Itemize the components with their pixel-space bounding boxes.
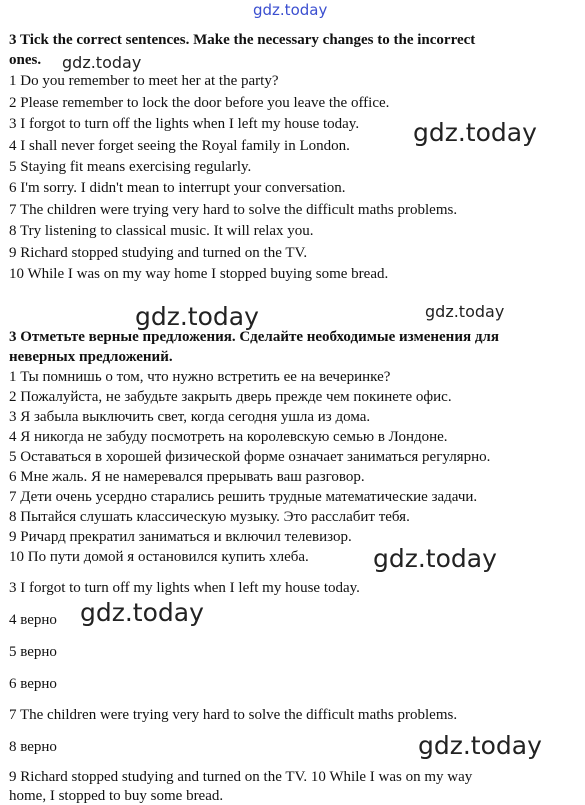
russian-item: 7 Дети очень усердно старались решить трудные математические задачи. xyxy=(9,489,478,505)
russian-item: 5 Оставаться в хорошей физической форме означает заниматься регулярно. xyxy=(9,449,491,465)
watermark: gdz.today xyxy=(135,302,259,331)
answer-9-10-cont: home, I stopped to buy some bread. xyxy=(9,788,224,804)
english-item: 3 I forgot to turn off the lights when I left my house today. xyxy=(9,116,360,132)
russian-item: 8 Пытайся слушать классическую музыку. Это расслабит тебя. xyxy=(9,509,410,525)
watermark: gdz.today xyxy=(413,118,537,147)
english-item: 9 Richard stopped studying and turned on the TV. xyxy=(9,245,308,261)
answer-6: 6 верно xyxy=(9,676,57,692)
russian-item: 1 Ты помнишь о том, что нужно встретить ее на вечеринке? xyxy=(9,369,391,385)
watermark-top: gdz.today xyxy=(253,1,328,19)
russian-item: 10 По пути домой я остановился купить хлеба. xyxy=(9,549,309,565)
watermark: gdz.today xyxy=(425,302,505,321)
english-item: 6 I'm sorry. I didn't mean to interrupt your conversation. xyxy=(9,180,346,196)
english-item: 8 Try listening to classical music. It will relax you. xyxy=(9,223,314,239)
watermark: gdz.today xyxy=(418,731,542,760)
english-item: 4 I shall never forget seeing the Royal family in London. xyxy=(9,138,350,154)
watermark: gdz.today xyxy=(80,598,204,627)
answer-3: 3 I forgot to turn off my lights when I left my house today. xyxy=(9,580,360,596)
russian-item: 2 Пожалуйста, не забудьте закрыть дверь прежде чем покинете офис. xyxy=(9,389,452,405)
watermark: gdz.today xyxy=(373,544,497,573)
answer-9-10: 9 Richard stopped studying and turned on the TV. 10 While I was on my way xyxy=(9,769,473,785)
answer-4: 4 верно xyxy=(9,612,57,628)
english-item: 1 Do you remember to meet her at the party? xyxy=(9,73,279,89)
russian-item: 9 Ричард прекратил заниматься и включил телевизор. xyxy=(9,529,352,545)
russian-item: 6 Мне жаль. Я не намеревался прерывать ваш разговор. xyxy=(9,469,365,485)
english-item: 2 Please remember to lock the door before you leave the office. xyxy=(9,95,390,111)
english-heading-cont: ones. xyxy=(9,52,42,68)
answer-8: 8 верно xyxy=(9,739,57,755)
watermark: gdz.today xyxy=(62,53,142,72)
answer-5: 5 верно xyxy=(9,644,57,660)
answer-7: 7 The children were trying very hard to solve the difficult maths problems. xyxy=(9,707,458,723)
russian-heading-cont: неверных предложений. xyxy=(9,349,173,365)
english-item: 7 The children were trying very hard to solve the difficult maths problems. xyxy=(9,202,458,218)
russian-heading: 3 Отметьте верные предложения. Сделайте необходимые изменения для xyxy=(9,329,499,345)
russian-item: 3 Я забыла выключить свет, когда сегодня ушла из дома. xyxy=(9,409,371,425)
russian-item: 4 Я никогда не забуду посмотреть на королевскую семью в Лондоне. xyxy=(9,429,448,445)
english-item: 10 While I was on my way home I stopped buying some bread. xyxy=(9,266,389,282)
english-heading: 3 Tick the correct sentences. Make the necessary changes to the incorrect xyxy=(9,32,476,48)
english-item: 5 Staying fit means exercising regularly. xyxy=(9,159,252,175)
